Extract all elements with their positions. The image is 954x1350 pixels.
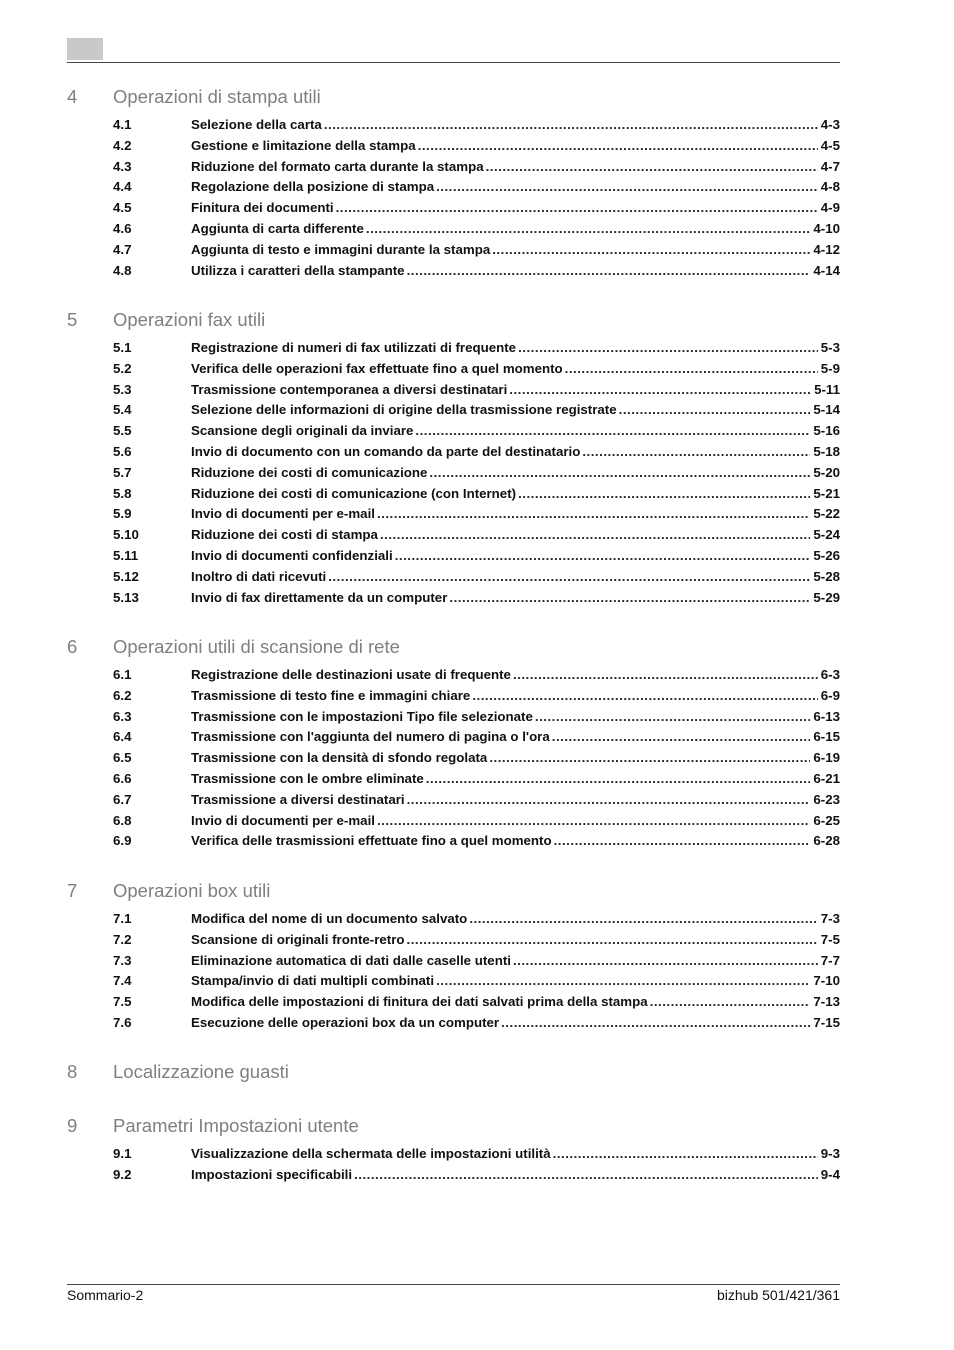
- entry-line: [191, 505, 840, 523]
- entry-title: Eliminazione automatica di dati dalle caselle utenti: [191, 952, 511, 968]
- dot-leader: [535, 708, 811, 726]
- entry-line: [191, 116, 840, 134]
- entry-title: Trasmissione con l'aggiunta del numero di pagina o l'ora: [191, 729, 550, 745]
- toc-entry[interactable]: [113, 972, 840, 990]
- toc-entry[interactable]: [113, 687, 840, 705]
- chapter-heading: [67, 1061, 840, 1085]
- entry-title: Trasmissione con le ombre eliminate: [191, 771, 424, 786]
- entry-page-number: 5-29: [813, 589, 840, 605]
- entry-page-number: 5-18: [813, 444, 840, 459]
- entry-title: Scansione degli originali da inviare: [191, 423, 414, 439]
- entry-title: Utilizza i caratteri della stampante: [191, 262, 405, 278]
- entry-page-number: 6-19: [813, 750, 840, 766]
- entry-title: Riduzione del formato carta durante la stampa: [191, 158, 484, 174]
- dot-leader: [552, 728, 811, 746]
- entry-title: Invio di fax direttamente da un computer: [191, 589, 448, 605]
- toc-entry[interactable]: [113, 589, 840, 607]
- chapter-title: Operazioni box utili: [113, 880, 271, 901]
- entry-title: Trasmissione con le impostazioni Tipo file selezionate: [191, 708, 533, 724]
- toc-entry[interactable]: [113, 993, 840, 1011]
- entry-page-number: 5-28: [813, 568, 840, 584]
- entry-title: Trasmissione contemporanea a diversi destinatari: [191, 381, 508, 397]
- entry-title: Inoltro di dati ricevuti: [191, 568, 327, 584]
- entry-page-number: 6-9: [820, 687, 840, 703]
- entry-title: Stampa/invio di dati multipli combinati: [191, 973, 435, 989]
- entry-number: 7.5: [113, 994, 132, 1010]
- entry-page-number: 6-25: [813, 812, 840, 828]
- entry-line: [191, 568, 840, 586]
- toc-entry[interactable]: [113, 401, 840, 419]
- entry-page-number: 5-16: [813, 423, 840, 439]
- entry-line: [191, 178, 840, 196]
- entry-number: 6.2: [113, 687, 132, 703]
- entry-number: 6.4: [113, 729, 132, 745]
- entry-page-number: 7-3: [820, 911, 840, 926]
- footer-rule: [67, 1284, 840, 1285]
- entry-line: [191, 666, 840, 684]
- toc-entry[interactable]: [113, 526, 840, 544]
- toc-entry[interactable]: [113, 178, 840, 196]
- chapter-title: Parametri Impostazioni utente: [113, 1115, 359, 1136]
- dot-leader: [565, 360, 818, 378]
- dot-leader: [501, 1014, 810, 1032]
- entry-page-number: 7-10: [813, 973, 840, 989]
- dot-leader: [377, 505, 810, 523]
- entry-number: 4.3: [113, 158, 132, 174]
- entry-title: Verifica delle trasmissioni effettuate fino a quel momento: [191, 833, 552, 849]
- entry-line: [191, 1166, 840, 1184]
- chapter-number: 9: [67, 1115, 78, 1136]
- entry-page-number: 4-9: [820, 200, 840, 216]
- entry-line: [191, 381, 840, 399]
- entry-page-number: 5-3: [820, 340, 840, 355]
- entry-number: 5.6: [113, 444, 132, 459]
- entry-title: Invio di documento con un comando da parte del destinatario: [191, 444, 581, 459]
- entry-number: 9.2: [113, 1166, 132, 1182]
- toc-entry[interactable]: [113, 381, 840, 399]
- toc-entry[interactable]: [113, 770, 840, 788]
- dot-leader: [324, 116, 818, 134]
- entry-number: 4.7: [113, 241, 132, 257]
- entry-title: Invio di documenti per e-mail: [191, 812, 375, 828]
- toc-entry[interactable]: [113, 1145, 840, 1163]
- entry-number: 5.7: [113, 464, 132, 480]
- entry-page-number: 7-5: [820, 931, 840, 947]
- toc-entry[interactable]: [113, 749, 840, 767]
- entry-line: [191, 972, 840, 990]
- entry-line: [191, 1145, 840, 1163]
- entry-line: [191, 199, 840, 217]
- entry-page-number: 5-9: [820, 360, 840, 376]
- toc-entry[interactable]: [113, 505, 840, 523]
- dot-leader: [619, 401, 811, 419]
- entry-number: 4.5: [113, 200, 132, 216]
- entry-number: 5.4: [113, 402, 132, 418]
- entry-number: 4.6: [113, 221, 132, 236]
- entry-line: [191, 137, 840, 155]
- toc-entry[interactable]: [113, 547, 840, 565]
- toc-entry[interactable]: [113, 464, 840, 482]
- entry-page-number: 6-13: [813, 708, 840, 724]
- dot-leader: [377, 812, 810, 830]
- dot-leader: [513, 666, 818, 684]
- entry-title: Trasmissione con la densità di sfondo regolata: [191, 750, 488, 766]
- toc-entry[interactable]: [113, 241, 840, 259]
- entry-line: [191, 526, 840, 544]
- entry-number: 5.10: [113, 527, 139, 543]
- entry-page-number: 6-3: [820, 667, 840, 682]
- dot-leader: [489, 749, 810, 767]
- entry-number: 4.8: [113, 262, 132, 278]
- toc-entry[interactable]: [113, 666, 840, 684]
- entry-line: [191, 770, 840, 788]
- dot-leader: [472, 687, 817, 705]
- chapter-number: 5: [67, 309, 78, 330]
- footer-product-name: bizhub 501/421/361: [717, 1287, 840, 1303]
- entry-title: Gestione e limitazione della stampa: [191, 137, 416, 153]
- header-rule: [67, 62, 840, 63]
- dot-leader: [492, 241, 810, 259]
- toc-entry[interactable]: [113, 812, 840, 830]
- chapter-title: Operazioni utili di scansione di rete: [113, 636, 400, 657]
- entry-title: Selezione delle informazioni di origine della trasmissione registrate: [191, 402, 617, 418]
- dot-leader: [518, 339, 818, 357]
- entry-number: 7.3: [113, 952, 132, 968]
- toc-entry[interactable]: [113, 262, 840, 280]
- dot-leader: [553, 1145, 818, 1163]
- entry-line: [191, 262, 840, 280]
- entry-page-number: 4-3: [820, 117, 840, 132]
- entry-number: 5.3: [113, 381, 132, 397]
- entry-page-number: 4-10: [813, 221, 840, 236]
- entry-page-number: 4-8: [820, 179, 840, 195]
- chapter-title: Localizzazione guasti: [113, 1061, 289, 1082]
- entry-line: [191, 589, 840, 607]
- entry-page-number: 5-11: [814, 381, 840, 397]
- dot-leader: [554, 832, 811, 850]
- entry-title: Finitura dei documenti: [191, 200, 334, 216]
- chapter-number: 6: [67, 636, 78, 657]
- entry-title: Regolazione della posizione di stampa: [191, 179, 435, 195]
- entry-number: 5.11: [113, 548, 139, 563]
- entry-number: 4.4: [113, 179, 132, 195]
- entry-page-number: 7-13: [813, 994, 840, 1010]
- entry-page-number: 5-24: [813, 527, 840, 543]
- entry-number: 5.8: [113, 485, 132, 501]
- entry-title: Trasmissione di testo fine e immagini chiare: [191, 687, 471, 703]
- chapter-heading: [67, 880, 840, 904]
- dot-leader: [436, 972, 810, 990]
- entry-title: Aggiunta di testo e immagini durante la stampa: [191, 241, 491, 257]
- entry-line: [191, 952, 840, 970]
- toc-entry[interactable]: [113, 708, 840, 726]
- entry-page-number: 6-15: [813, 729, 840, 745]
- toc-entry[interactable]: [113, 220, 840, 238]
- dot-leader: [415, 422, 810, 440]
- entry-number: 5.5: [113, 423, 132, 439]
- entry-line: [191, 241, 840, 259]
- toc-entry[interactable]: [113, 485, 840, 503]
- page-tab-marker: [67, 38, 103, 60]
- entry-page-number: 5-21: [813, 485, 840, 501]
- entry-number: 7.2: [113, 931, 132, 947]
- toc-entry[interactable]: [113, 360, 840, 378]
- entry-number: 9.1: [113, 1146, 132, 1161]
- entry-title: Modifica delle impostazioni di finitura dei dati salvati prima della stampa: [191, 994, 648, 1010]
- dot-leader: [513, 952, 818, 970]
- entry-number: 6.7: [113, 791, 132, 807]
- entry-number: 6.9: [113, 833, 132, 849]
- entry-page-number: 4-14: [813, 262, 840, 278]
- entry-line: [191, 547, 840, 565]
- entry-title: Impostazioni specificabili: [191, 1166, 353, 1182]
- entry-title: Riduzione dei costi di comunicazione (con Internet): [191, 485, 517, 501]
- entry-number: 5.9: [113, 506, 132, 522]
- dot-leader: [418, 137, 818, 155]
- entry-number: 7.1: [113, 911, 132, 926]
- dot-leader: [582, 443, 810, 461]
- dot-leader: [395, 547, 811, 565]
- entry-number: 5.13: [113, 589, 139, 605]
- dot-leader: [436, 178, 818, 196]
- toc-entry[interactable]: [113, 339, 840, 357]
- entry-line: [191, 360, 840, 378]
- toc-entry[interactable]: [113, 158, 840, 176]
- entry-line: [191, 791, 840, 809]
- entry-page-number: 5-20: [813, 464, 840, 480]
- entry-page-number: 4-5: [820, 137, 840, 153]
- toc-entry[interactable]: [113, 137, 840, 155]
- entry-number: 7.4: [113, 973, 132, 989]
- entry-title: Modifica del nome di un documento salvato: [191, 911, 468, 926]
- entry-line: [191, 749, 840, 767]
- toc-entry[interactable]: [113, 422, 840, 440]
- toc-entry[interactable]: [113, 443, 840, 461]
- entry-title: Aggiunta di carta differente: [191, 221, 364, 236]
- chapter-number: 7: [67, 880, 78, 901]
- entry-line: [191, 422, 840, 440]
- entry-number: 6.8: [113, 812, 132, 828]
- entry-line: [191, 931, 840, 949]
- entry-page-number: 9-3: [820, 1146, 840, 1161]
- toc-entry[interactable]: [113, 1014, 840, 1032]
- entry-page-number: 5-26: [813, 548, 840, 563]
- entry-number: 5.1: [113, 340, 132, 355]
- entry-page-number: 4-12: [813, 241, 840, 257]
- entry-title: Selezione della carta: [191, 117, 322, 132]
- entry-line: [191, 832, 840, 850]
- dot-leader: [426, 770, 811, 788]
- entry-line: [191, 728, 840, 746]
- dot-leader: [449, 589, 810, 607]
- toc-entry[interactable]: [113, 1166, 840, 1184]
- entry-title: Visualizzazione della schermata delle impostazioni utilità: [191, 1146, 551, 1161]
- entry-number: 7.6: [113, 1015, 132, 1030]
- entry-line: [191, 910, 840, 928]
- dot-leader: [328, 568, 810, 586]
- toc-entry[interactable]: [113, 568, 840, 586]
- entry-line: [191, 812, 840, 830]
- chapter-title: Operazioni di stampa utili: [113, 86, 321, 107]
- dot-leader: [407, 931, 818, 949]
- toc-entry[interactable]: [113, 728, 840, 746]
- toc-entry[interactable]: [113, 199, 840, 217]
- entry-number: 6.5: [113, 750, 132, 766]
- dot-leader: [469, 910, 817, 928]
- dot-leader: [354, 1166, 818, 1184]
- entry-line: [191, 993, 840, 1011]
- entry-line: [191, 339, 840, 357]
- entry-line: [191, 464, 840, 482]
- dot-leader: [509, 381, 811, 399]
- entry-page-number: 4-7: [820, 158, 840, 174]
- entry-number: 6.3: [113, 708, 132, 724]
- entry-line: [191, 443, 840, 461]
- entry-title: Esecuzione delle operazioni box da un computer: [191, 1015, 500, 1030]
- entry-title: Invio di documenti confidenziali: [191, 548, 393, 563]
- dot-leader: [336, 199, 818, 217]
- toc-entry[interactable]: [113, 832, 840, 850]
- entry-title: Trasmissione a diversi destinatari: [191, 791, 405, 807]
- entry-line: [191, 687, 840, 705]
- entry-number: 5.12: [113, 568, 139, 584]
- entry-page-number: 6-23: [813, 791, 840, 807]
- entry-title: Invio di documenti per e-mail: [191, 506, 375, 522]
- toc-entry[interactable]: [113, 910, 840, 928]
- entry-page-number: 7-7: [820, 952, 840, 968]
- toc-entry[interactable]: [113, 952, 840, 970]
- entry-number: 4.2: [113, 137, 132, 153]
- dot-leader: [380, 526, 810, 544]
- entry-title: Riduzione dei costi di stampa: [191, 527, 378, 543]
- entry-number: 4.1: [113, 117, 132, 132]
- toc-entry[interactable]: [113, 791, 840, 809]
- chapter-heading: [67, 636, 840, 660]
- chapter-heading: [67, 1115, 840, 1139]
- entry-line: [191, 158, 840, 176]
- entry-title: Registrazione delle destinazioni usate di frequente: [191, 667, 511, 682]
- entry-line: [191, 220, 840, 238]
- entry-title: Scansione di originali fronte-retro: [191, 931, 405, 947]
- entry-line: [191, 1014, 840, 1032]
- dot-leader: [407, 791, 811, 809]
- entry-page-number: 6-28: [813, 833, 840, 849]
- chapter-heading: [67, 309, 840, 333]
- entry-page-number: 5-14: [813, 402, 840, 418]
- entry-title: Registrazione di numeri di fax utilizzati di frequente: [191, 340, 517, 355]
- entry-line: [191, 708, 840, 726]
- entry-number: 5.2: [113, 360, 132, 376]
- dot-leader: [407, 262, 811, 280]
- chapter-title: Operazioni fax utili: [113, 309, 266, 330]
- entry-number: 6.1: [113, 667, 132, 682]
- dot-leader: [366, 220, 810, 238]
- dot-leader: [429, 464, 810, 482]
- chapter-number: 8: [67, 1061, 78, 1082]
- chapter-heading: [67, 86, 840, 110]
- dot-leader: [518, 485, 810, 503]
- entry-title: Verifica delle operazioni fax effettuate fino a quel momento: [191, 360, 563, 376]
- dot-leader: [650, 993, 811, 1011]
- entry-line: [191, 485, 840, 503]
- entry-line: [191, 401, 840, 419]
- entry-title: Riduzione dei costi di comunicazione: [191, 464, 428, 480]
- toc-entry[interactable]: [113, 116, 840, 134]
- entry-page-number: 5-22: [813, 506, 840, 522]
- entry-page-number: 6-21: [813, 771, 840, 786]
- entry-page-number: 7-15: [813, 1015, 840, 1030]
- toc-entry[interactable]: [113, 931, 840, 949]
- entry-page-number: 9-4: [820, 1166, 840, 1182]
- chapter-number: 4: [67, 86, 78, 107]
- entry-number: 6.6: [113, 771, 132, 786]
- footer-page-label: Sommario-2: [67, 1287, 144, 1303]
- dot-leader: [486, 158, 818, 176]
